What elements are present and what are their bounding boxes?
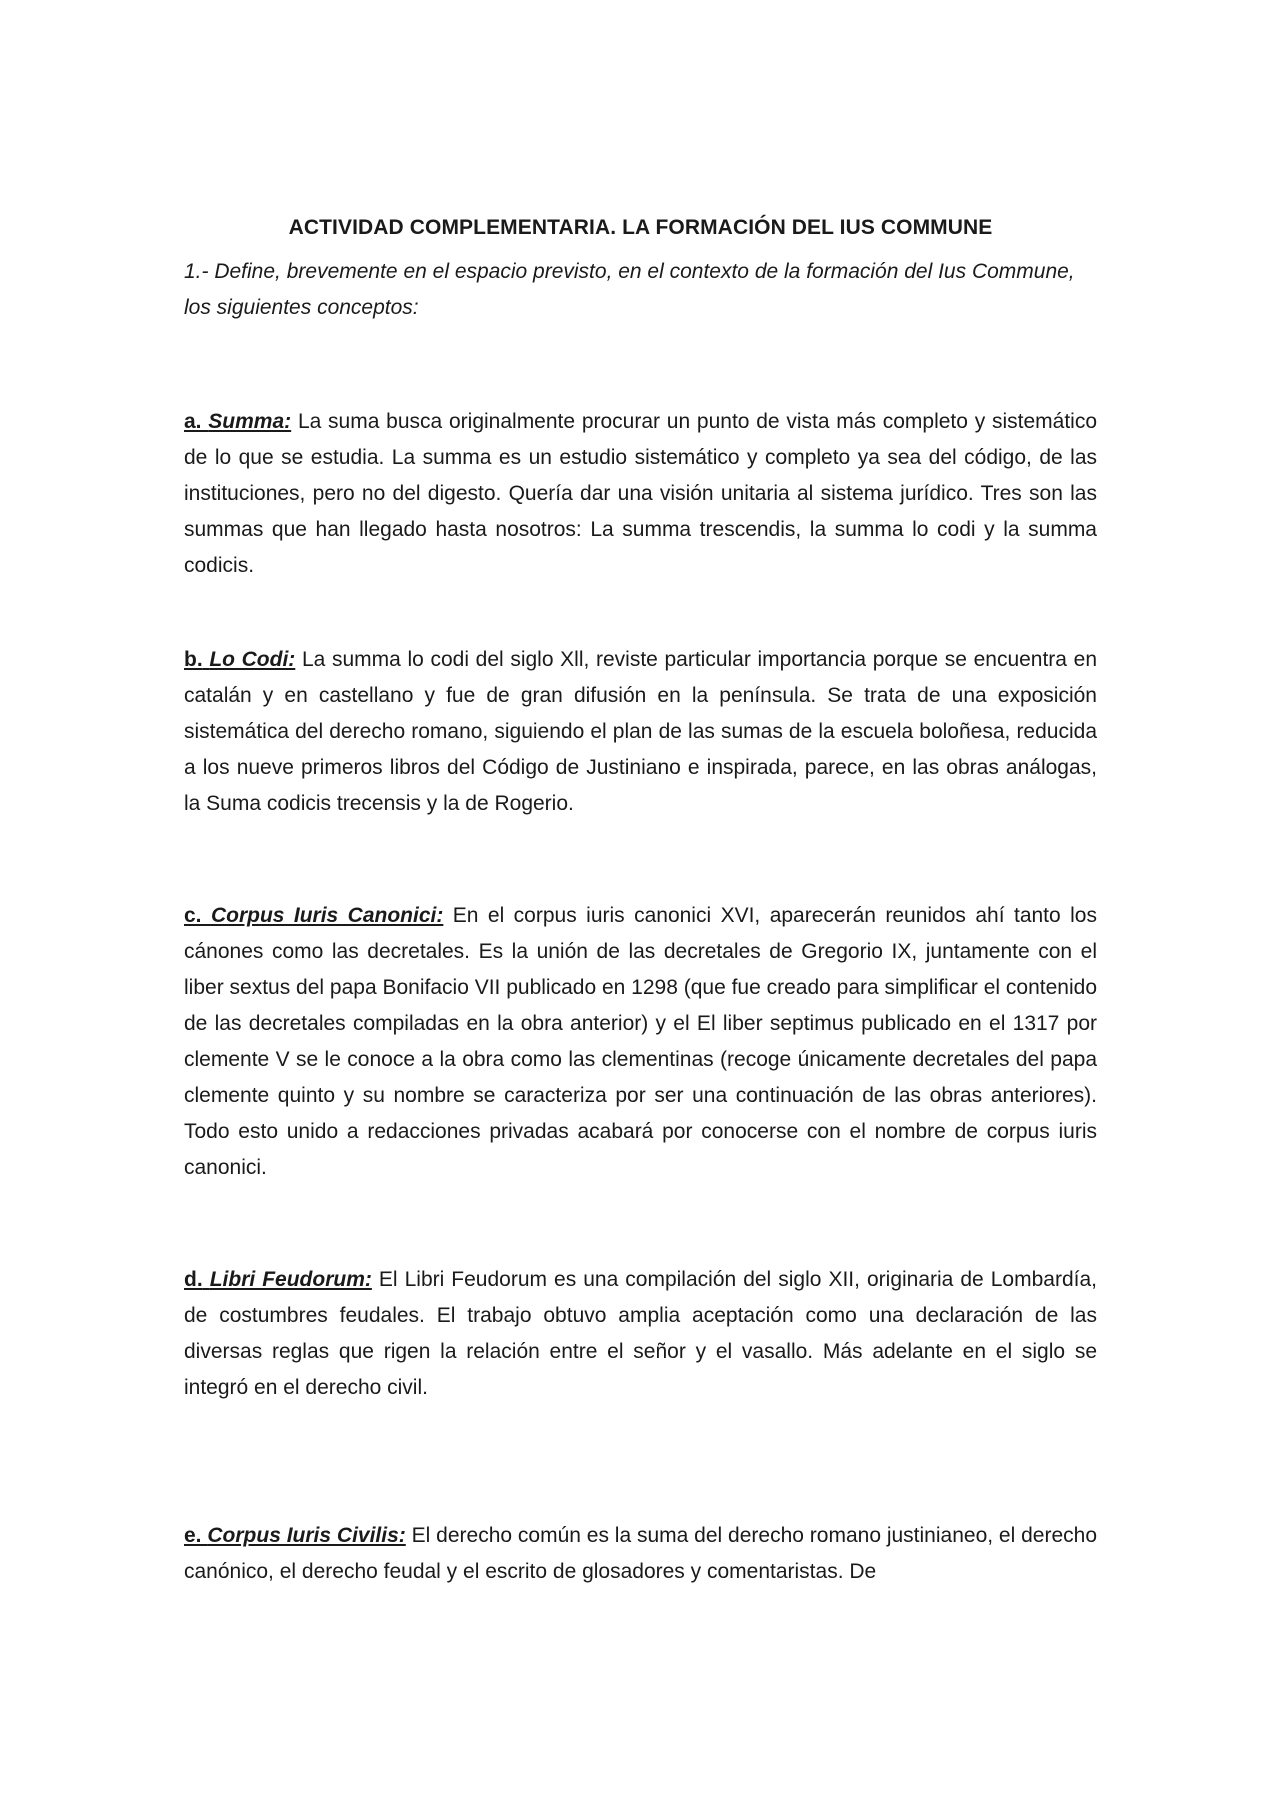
- section-corpus-iuris-canonici: [184, 898, 1097, 1186]
- term-name: Lo Codi:: [209, 648, 296, 671]
- term-name: Corpus Iuris Canonici:: [210, 904, 444, 927]
- term-letter: b.: [184, 648, 203, 671]
- section-summa: [184, 404, 1097, 584]
- term-corpus-iuris-canonici: [184, 904, 443, 927]
- term-corpus-iuris-civilis: [184, 1524, 406, 1547]
- document-title: ACTIVIDAD COMPLEMENTARIA. LA FORMACIÓN DEL IUS COMMUNE: [288, 216, 993, 239]
- section-lo-codi: [184, 642, 1097, 822]
- instruction-text: 1.- Define, brevemente en el espacio previsto, en el contexto de la formación del Ius Commune, los siguientes conceptos:: [184, 260, 1075, 319]
- definition-text: La suma busca originalmente procurar un punto de vista más completo y sistemático de lo que se estudia. La summa es un estudio sistemático y completo ya sea del código, de las instituciones, pero no del digesto. Quería dar una visión unitaria al sistema jurídico. Tres son las summas que han llegado hasta nosotros: La summa trescendis, la summa lo codi y la summa codicis.: [184, 410, 1098, 577]
- document-content: [184, 208, 1097, 1590]
- term-name: Corpus Iuris Civilis:: [207, 1524, 406, 1547]
- term-name: Libri Feudorum:: [209, 1268, 372, 1291]
- section-libri-feudorum: [184, 1262, 1097, 1406]
- definition-text: La summa lo codi del siglo Xll, reviste particular importancia porque se encuentra en catalán y en castellano y fue de gran difusión en la península. Se trata de una exposición sistemática del derecho romano, siguiendo el plan de las sumas de la escuela boloñesa, reducida a los nueve primeros libros del Código de Justiniano e inspirada, parece, en las obras análogas, la Suma codicis trecensis y la de Rogerio.: [184, 648, 1097, 815]
- term-lo-codi: [184, 648, 295, 671]
- term-letter: e.: [184, 1524, 202, 1547]
- definition-text: El derecho común es la suma del derecho romano justinianeo, el derecho canónico, el derecho feudal y el escrito de glosadores y comentaristas. De: [184, 1524, 1098, 1583]
- term-summa: [184, 410, 291, 433]
- term-letter: c.: [184, 904, 202, 927]
- definition-text: El Libri Feudorum es una compilación del siglo XII, originaria de Lombardía, de costumbres feudales. El trabajo obtuvo amplia aceptación como una declaración de las diversas reglas que rigen la relación entre el señor y el vasallo. Más adelante en el siglo se integró en el derecho civil.: [184, 1268, 1097, 1399]
- definition-text: En el corpus iuris canonici XVI, aparecerán reunidos ahí tanto los cánones como las decretales. Es la unión de las decretales de Gregorio IX, juntamente con el liber sextus del papa Bonifacio VII publicado en 1298 (que fue creado para simplificar el contenido de las decretales compiladas en la obra anterior) y el El liber septimus publicado en el 1317 por clemente V se le conoce a la obra como las clementinas (recoge únicamente decretales del papa clemente quinto y su nombre se caracteriza por ser una continuación de las obras anteriores). Todo esto unido a redacciones privadas acabará por conocerse con el nombre de corpus iuris canonici.: [184, 904, 1097, 1179]
- term-name: Summa:: [208, 410, 292, 433]
- term-letter: d.: [184, 1268, 203, 1291]
- term-letter: a.: [184, 410, 202, 433]
- term-libri-feudorum: [184, 1268, 372, 1291]
- section-corpus-iuris-civilis: [184, 1518, 1097, 1590]
